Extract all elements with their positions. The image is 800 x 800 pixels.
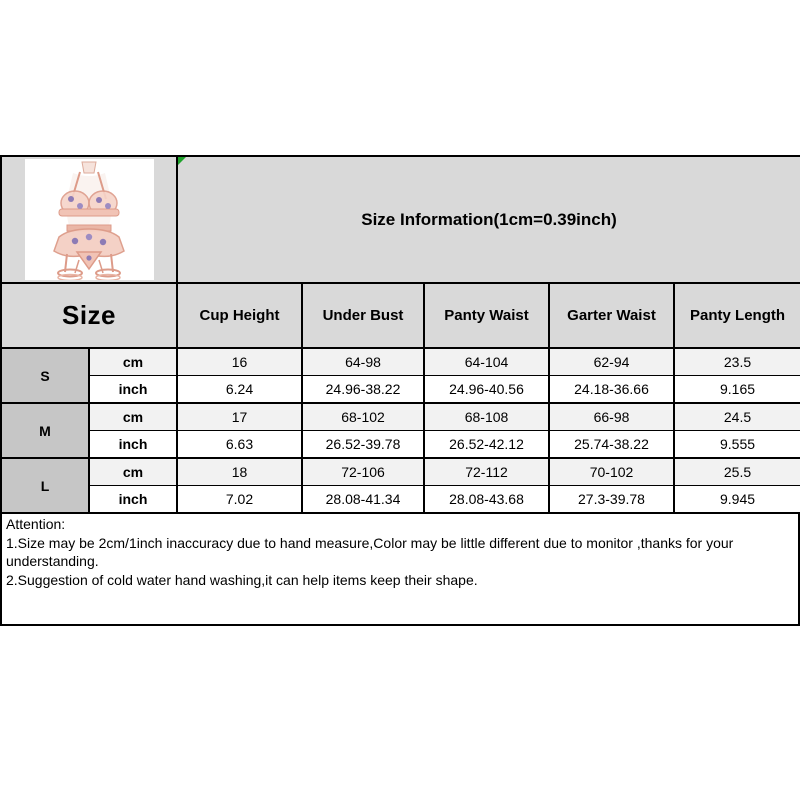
unit-cell-inch: inch [89, 431, 177, 459]
value-cell: 62-94 [549, 348, 674, 376]
size-l-cm-row [1, 458, 800, 486]
column-header-cup-height: Cup Height [177, 283, 302, 348]
value-cell: 24.96-38.22 [302, 376, 424, 404]
value-cell: 70-102 [549, 458, 674, 486]
value-cell: 72-112 [424, 458, 549, 486]
value-cell: 25.74-38.22 [549, 431, 674, 459]
size-m-inch-row [1, 431, 800, 459]
column-header-garter-waist: Garter Waist [549, 283, 674, 348]
value-cell: 18 [177, 458, 302, 486]
value-cell: 64-104 [424, 348, 549, 376]
column-header-panty-length: Panty Length [674, 283, 800, 348]
size-s-inch-row [1, 376, 800, 404]
size-s-cm-row [1, 348, 800, 376]
column-header-panty-waist: Panty Waist [424, 283, 549, 348]
value-cell: 9.165 [674, 376, 800, 404]
value-cell: 28.08-43.68 [424, 486, 549, 514]
value-cell: 24.5 [674, 403, 800, 431]
attention-note-1: 1.Size may be 2cm/1inch inaccuracy due to hand measure,Color may be little different due to monitor ,thanks for your understanding. [6, 534, 734, 569]
value-cell: 7.02 [177, 486, 302, 514]
value-cell: 25.5 [674, 458, 800, 486]
product-image-cell [1, 156, 177, 283]
value-cell: 68-102 [302, 403, 424, 431]
size-table [0, 155, 800, 514]
value-cell: 66-98 [549, 403, 674, 431]
unit-cell-cm: cm [89, 458, 177, 486]
value-cell: 64-98 [302, 348, 424, 376]
size-chart-title: Size Information(1cm=0.39inch) [361, 209, 617, 229]
size-chart-sheet [0, 155, 800, 626]
title-row [1, 156, 800, 283]
unit-cell-cm: cm [89, 403, 177, 431]
product-photo-frame [25, 159, 154, 280]
size-l-inch-row [1, 486, 800, 514]
green-corner-marker-icon [178, 157, 186, 165]
value-cell: 28.08-41.34 [302, 486, 424, 514]
value-cell: 68-108 [424, 403, 549, 431]
value-cell: 23.5 [674, 348, 800, 376]
value-cell: 24.18-36.66 [549, 376, 674, 404]
size-label-m: M [1, 403, 89, 458]
value-cell: 9.945 [674, 486, 800, 514]
unit-cell-inch: inch [89, 376, 177, 404]
value-cell: 24.96-40.56 [424, 376, 549, 404]
value-cell: 72-106 [302, 458, 424, 486]
size-label-s: S [1, 348, 89, 403]
value-cell: 27.3-39.78 [549, 486, 674, 514]
value-cell: 6.24 [177, 376, 302, 404]
column-header-under-bust: Under Bust [302, 283, 424, 348]
value-cell: 16 [177, 348, 302, 376]
title-cell [177, 156, 800, 283]
unit-cell-cm: cm [89, 348, 177, 376]
size-label-l: L [1, 458, 89, 513]
value-cell: 17 [177, 403, 302, 431]
value-cell: 26.52-42.12 [424, 431, 549, 459]
lingerie-set-photo-icon [25, 159, 154, 280]
size-m-cm-row [1, 403, 800, 431]
attention-notes [0, 514, 800, 626]
unit-cell-inch: inch [89, 486, 177, 514]
attention-note-2: 2.Suggestion of cold water hand washing,it can help items keep their shape. [6, 571, 478, 588]
value-cell: 6.63 [177, 431, 302, 459]
attention-heading: Attention: [6, 516, 66, 532]
size-header-cell: Size [1, 283, 177, 348]
value-cell: 26.52-39.78 [302, 431, 424, 459]
value-cell: 9.555 [674, 431, 800, 459]
column-header-row [1, 283, 800, 348]
